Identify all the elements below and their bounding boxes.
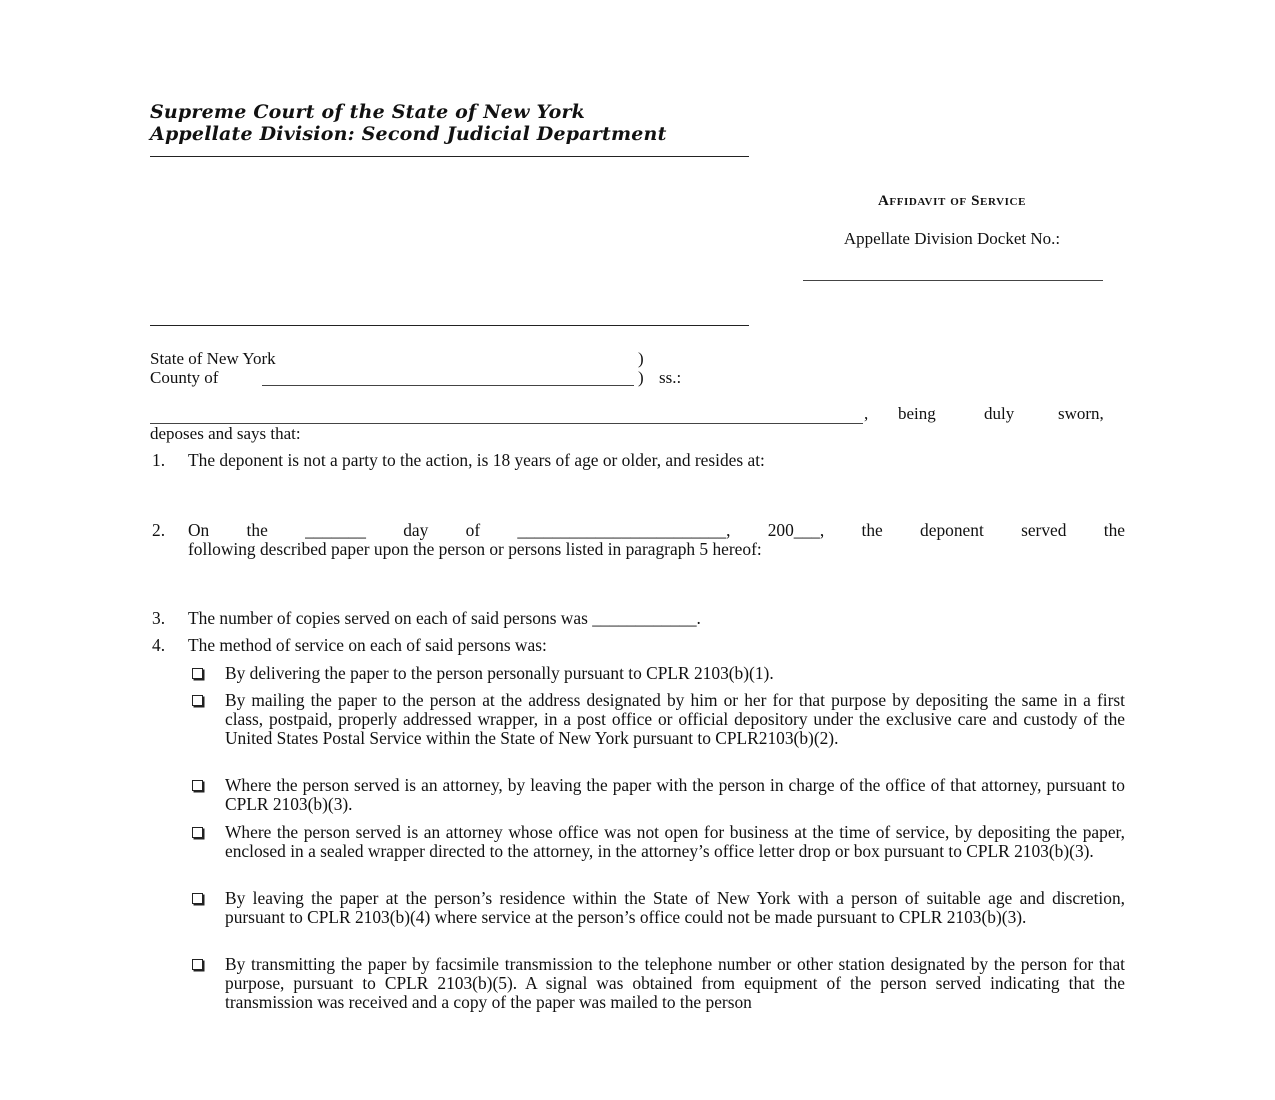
para-2-line-1: On the _______ day of ________________________, 200___, the deponent served the	[188, 520, 1125, 540]
county-label: County of	[150, 368, 219, 387]
checkbox-icon[interactable]	[192, 959, 203, 970]
checkbox-icon[interactable]	[192, 780, 203, 791]
court-header	[150, 101, 770, 145]
service-option-text: Where the person served is an attorney, by leaving the paper with the person in charge of the office of that attorney, pursuant to CPLR 2103(b)(3).	[225, 775, 1125, 815]
county-paren: )	[638, 368, 644, 387]
county-field[interactable]	[262, 371, 634, 386]
para-2-number: 2.	[152, 520, 166, 540]
para-4-text: The method of service on each of said persons was:	[188, 635, 547, 655]
service-option-text: By leaving the paper at the person’s residence within the State of New York with a person of suitable age and discretion, pursuant to CPLR 2103(b)(4) where service at the person’s office could not be made pursuant to CPLR 2103(b)(3).	[225, 888, 1125, 928]
deposes-text: deposes and says that:	[150, 424, 301, 443]
para-1-number: 1.	[152, 450, 166, 470]
docket-label: Appellate Division Docket No.:	[843, 229, 1061, 248]
sworn-comma: ,	[864, 404, 869, 423]
service-option-text: By mailing the paper to the person at the address designated by him or her for that purpose by depositing the same in a first class, postpaid, properly addressed wrapper, in a post office or official depository under the exclusive care and custody of the United States Postal Service within the State of New York pursuant to CPLR2103(b)(2).	[225, 690, 1125, 749]
sworn-being: being	[898, 404, 936, 423]
para-4-number: 4.	[152, 635, 166, 655]
sworn-sworn: sworn,	[1058, 404, 1104, 423]
affidavit-title: Affidavit of Service	[877, 193, 1027, 209]
service-option-text: Where the person served is an attorney whose office was not open for business at the time of service, by depositing the paper, enclosed in a sealed wrapper directed to the attorney, in the attorney’s office letter drop or box pursuant to CPLR 2103(b)(3).	[225, 822, 1125, 862]
checkbox-icon[interactable]	[192, 827, 203, 838]
service-option-text: By delivering the paper to the person personally pursuant to CPLR 2103(b)(1).	[225, 663, 774, 683]
checkbox-icon[interactable]	[192, 893, 203, 904]
para-3-number: 3.	[152, 608, 166, 628]
checkbox-icon[interactable]	[192, 668, 203, 679]
court-name-line: Supreme Court of the State of New York	[150, 101, 586, 123]
para-3-text: The number of copies served on each of said persons was ____________.	[188, 608, 701, 628]
state-paren: )	[638, 349, 644, 368]
para-1-text: The deponent is not a party to the action, is 18 years of age or older, and resides at:	[188, 450, 765, 470]
court-division-line: Appellate Division: Second Judicial Department	[150, 123, 667, 145]
checkbox-icon[interactable]	[192, 695, 203, 706]
service-option-text: By transmitting the paper by facsimile transmission to the telephone number or other station designated by the person for that purpose, pursuant to CPLR 2103(b)(5). A signal was obtained from equipment of the person served indicating that the transmission was received and a copy of the paper was mailed to the person	[225, 954, 1125, 1013]
ss-label: ss.:	[659, 368, 682, 387]
deponent-name-field[interactable]	[150, 409, 863, 424]
header-rule	[150, 156, 749, 157]
docket-number-field[interactable]	[803, 266, 1103, 281]
sworn-duly: duly	[984, 404, 1015, 423]
state-label: State of New York	[150, 349, 276, 368]
caption-rule	[150, 325, 749, 326]
para-2-line-2: following described paper upon the person or persons listed in paragraph 5 hereof:	[188, 539, 762, 559]
